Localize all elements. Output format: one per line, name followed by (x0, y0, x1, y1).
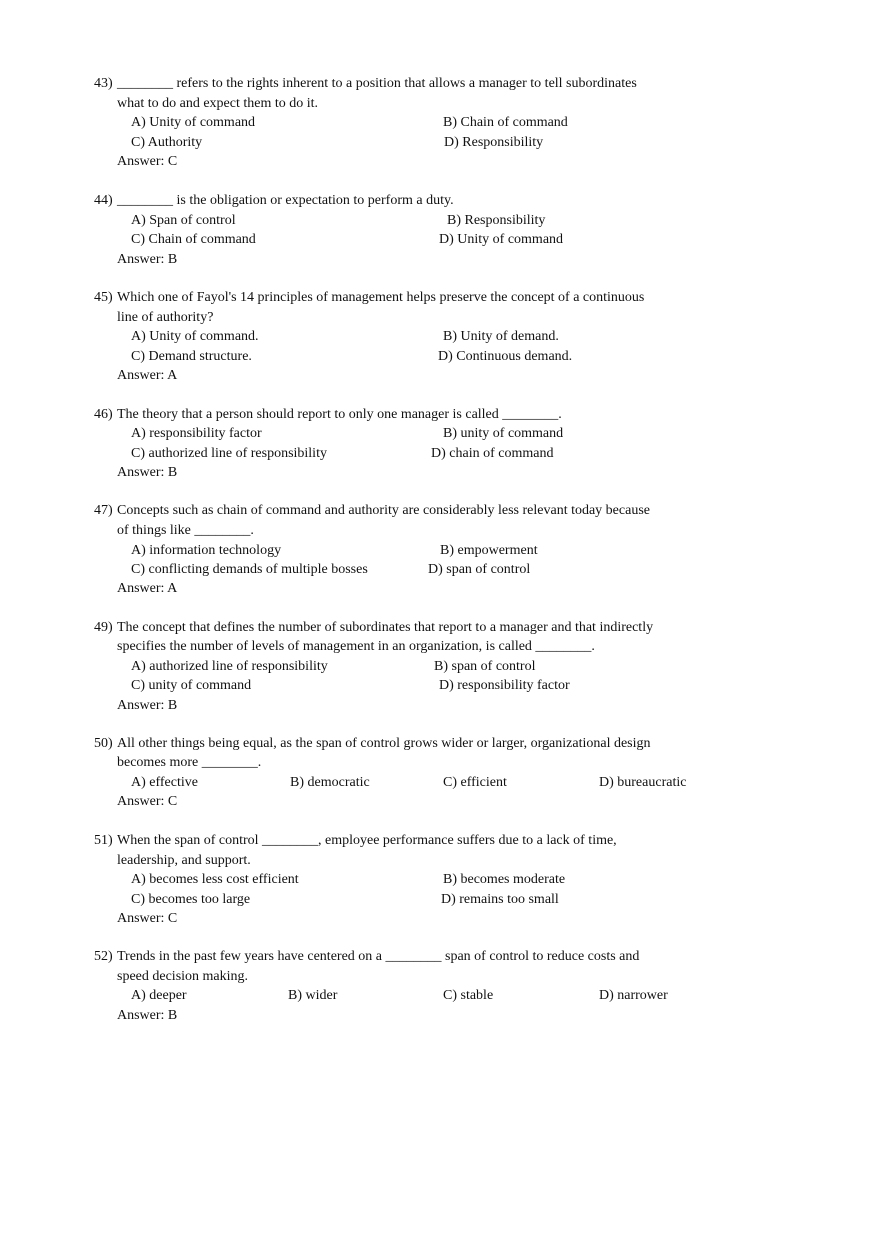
option-d: D) span of control (428, 561, 531, 577)
question-stem-line-1: ________ refers to the rights inherent to a position that allows a manager to tell subordinates (117, 76, 637, 91)
option-d: D) bureaucratic (599, 775, 687, 790)
option-b: B) span of control (434, 658, 536, 674)
answer: Answer: B (117, 251, 178, 267)
question-stem-line-1: ________ is the obligation or expectation to perform a duty. (117, 193, 454, 208)
question-stem-line-1: When the span of control ________, employee performance suffers due to a lack of time, (117, 833, 617, 848)
question-stem-line-1: The theory that a person should report to only one manager is called ________. (117, 407, 562, 422)
question-stem-line-1: Concepts such as chain of command and authority are considerably less relevant today because (117, 503, 650, 518)
option-a: A) Unity of command (131, 115, 256, 130)
question-number: 46) (94, 407, 113, 422)
option-b: B) Chain of command (443, 115, 568, 130)
question-number: 51) (94, 833, 113, 848)
option-c: C) efficient (443, 775, 507, 790)
option-d: D) Responsibility (444, 134, 544, 150)
option-d: D) chain of command (431, 446, 554, 461)
option-a: A) authorized line of responsibility (131, 658, 328, 674)
option-d: D) Unity of command (439, 231, 564, 247)
question-number: 45) (94, 290, 113, 305)
option-c: C) unity of command (131, 677, 252, 693)
option-c: C) conflicting demands of multiple bosses (131, 561, 368, 577)
answer: Answer: C (117, 794, 178, 809)
question-number: 47) (94, 503, 113, 518)
option-d: D) responsibility factor (439, 677, 570, 693)
question-stem-line-1: Trends in the past few years have centered on a ________ span of control to reduce costs and (117, 949, 640, 964)
option-c: C) authorized line of responsibility (131, 446, 327, 461)
answer: Answer: A (117, 581, 178, 596)
question-stem-line-1: Which one of Fayol's 14 principles of management helps preserve the concept of a continuous (117, 290, 645, 305)
option-a: A) responsibility factor (131, 426, 262, 441)
question-number: 50) (94, 736, 113, 751)
question-stem-line-1: All other things being equal, as the span of control grows wider or larger, organizational design (117, 736, 651, 751)
answer: Answer: B (117, 1007, 178, 1023)
question-number: 52) (94, 949, 113, 964)
option-b: B) Unity of demand. (443, 329, 559, 344)
question-stem-line-2: what to do and expect them to do it. (117, 95, 319, 111)
question-stem-line-1: The concept that defines the number of subordinates that report to a manager and that indirectly (117, 620, 654, 635)
option-b: B) democratic (290, 775, 370, 790)
question-stem-line-2: line of authority? (117, 309, 214, 325)
question-number: 44) (94, 193, 113, 208)
option-c: C) Chain of command (131, 231, 256, 247)
question-number: 43) (94, 76, 113, 91)
option-a: A) Span of control (131, 212, 236, 228)
question-stem-line-2: specifies the number of levels of management in an organization, is called ________. (117, 639, 595, 654)
option-b: B) unity of command (443, 426, 564, 441)
option-b: B) becomes moderate (443, 872, 566, 887)
option-a: A) becomes less cost efficient (131, 872, 299, 887)
option-a: A) information technology (131, 542, 282, 558)
option-d: D) Continuous demand. (438, 348, 573, 364)
question-stem-line-2: leadership, and support. (117, 852, 251, 868)
option-c: C) Authority (131, 134, 203, 150)
option-d: D) narrower (599, 988, 668, 1003)
question-stem-line-2: becomes more ________. (117, 755, 262, 770)
question-number: 49) (94, 620, 113, 635)
option-d: D) remains too small (441, 891, 559, 907)
answer: Answer: B (117, 465, 178, 480)
option-a: A) effective (131, 775, 198, 790)
option-b: B) empowerment (440, 542, 538, 558)
answer: Answer: C (117, 153, 178, 169)
option-b: B) wider (288, 988, 338, 1003)
option-c: C) Demand structure. (131, 348, 252, 364)
answer: Answer: B (117, 697, 178, 713)
option-a: A) Unity of command. (131, 329, 259, 344)
option-a: A) deeper (131, 988, 187, 1003)
answer: Answer: C (117, 910, 178, 926)
option-b: B) Responsibility (447, 212, 546, 228)
answer: Answer: A (117, 368, 178, 383)
option-c: C) stable (443, 988, 494, 1003)
question-stem-line-2: speed decision making. (117, 968, 249, 984)
question-stem-line-2: of things like ________. (117, 522, 254, 538)
option-c: C) becomes too large (131, 891, 251, 907)
